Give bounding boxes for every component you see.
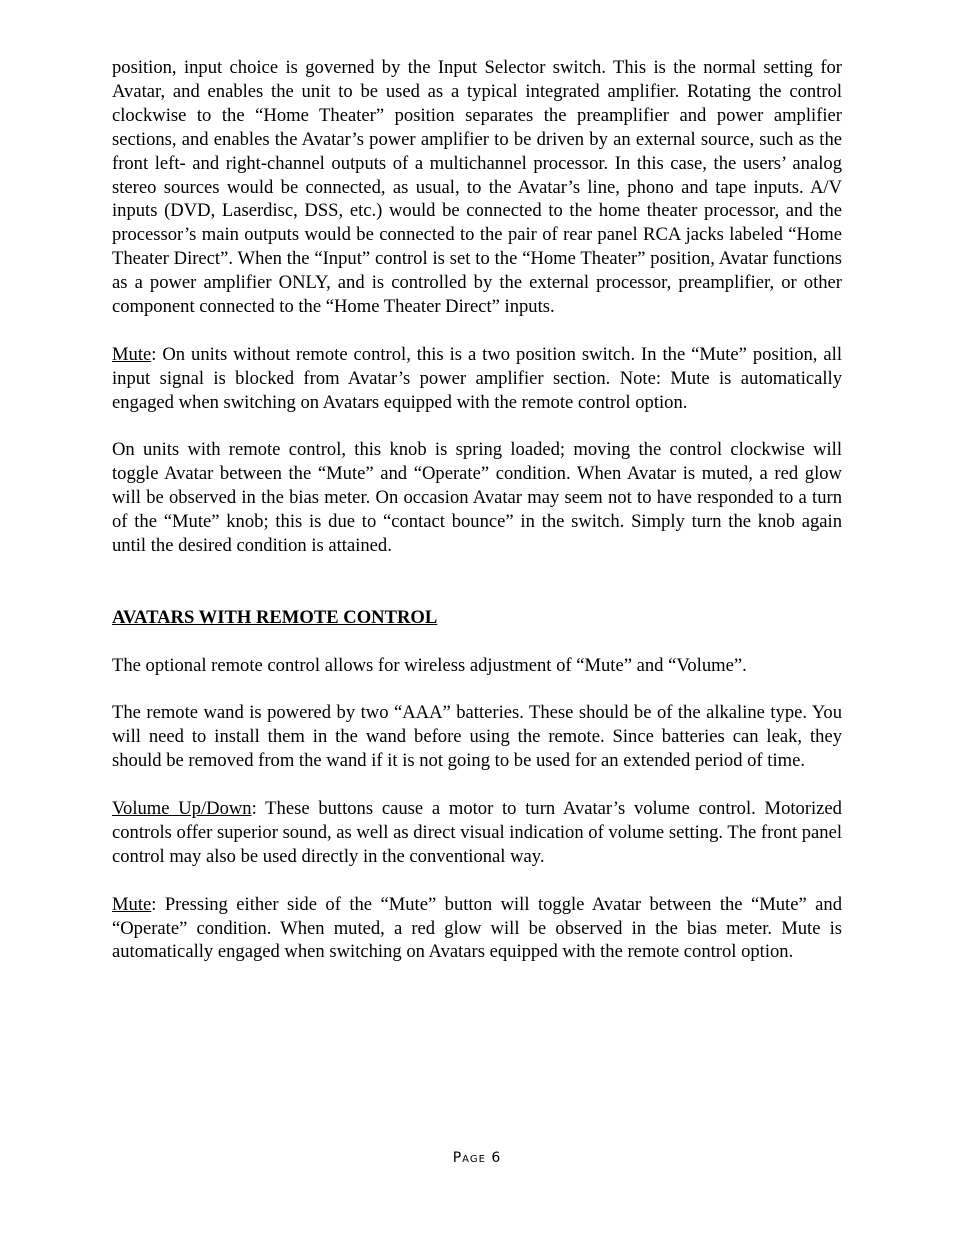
mute-term: Mute (112, 343, 152, 365)
section-heading: AVATARS WITH REMOTE CONTROL (112, 606, 438, 628)
mute-paragraph (112, 343, 842, 415)
batteries-paragraph: The remote wand is powered by two “AAA” batteries. These should be of the alkaline type. You will need to install them in the wand before using the remote. Since batteries can leak, they should be removed from the wand if it is not going to be used for an extended period of time. (112, 702, 842, 772)
remote-mute-button-paragraph (112, 893, 842, 965)
mute-button-term: Mute (112, 893, 152, 915)
page-number: Page 6 (452, 1150, 502, 1166)
input-selector-paragraph: position, input choice is governed by the Input Selector switch. This is the normal setting for Avatar, and enables the unit to be used as a typical integrated amplifier. Rotating the control clockwise to the “Home Theater” position separates the preamplifier and power amplifier sections, and enables the Avatar’s power amplifier to be driven by an external source, such as the front left- and right-channel outputs of a multichannel processor. In this case, the users’ analog stereo sources would be connected, as usual, to the Avatar’s line, phono and tape inputs. A/V inputs (DVD, Laserdisc, DSS, etc.) would be connected to the home theater processor, and the processor’s main outputs would be connected to the pair of rear panel RCA jacks labeled “Home Theater Direct”. When the “Input” control is set to the “Home Theater” position, Avatar functions as a power amplifier ONLY, and is controlled by the external processor, preamplifier, or other component connected to the “Home Theater Direct” inputs. (112, 57, 842, 318)
optional-remote-paragraph: The optional remote control allows for wireless adjustment of “Mute” and “Volume”. (112, 654, 747, 676)
volume-term: Volume Up/Down (112, 798, 252, 819)
mute-description: : On units without remote control, this is a two position switch. In the “Mute” position, all input signal is blocked from Avatar’s power amplifier section. Note: Mute is automatically engaged when switching on Avatars equipped with the remote control option. (112, 343, 842, 413)
volume-description: : These buttons cause a motor to turn Avatar’s volume control. Motorized controls offer superior sound, as well as direct visual indication of volume setting. The front panel control may also be used directly in the conventional way. (112, 798, 842, 867)
volume-paragraph (112, 797, 842, 869)
mute-button-description: : Pressing either side of the “Mute” button will toggle Avatar between the “Mute” and “Operate” condition. When muted, a red glow will be observed in the bias meter. Mute is automatically engaged when switching on Avatars equipped with the remote control option. (112, 893, 842, 963)
document-page (112, 56, 842, 964)
remote-mute-paragraph: On units with remote control, this knob is spring loaded; moving the control clockwise will toggle Avatar between the “Mute” and “Operate” condition. When Avatar is muted, a red glow will be observed in the bias meter. On occasion Avatar may seem not to have responded to a turn of the “Mute” knob; this is due to “contact bounce” in the switch. Simply turn the knob again until the desired condition is attained. (112, 439, 842, 557)
